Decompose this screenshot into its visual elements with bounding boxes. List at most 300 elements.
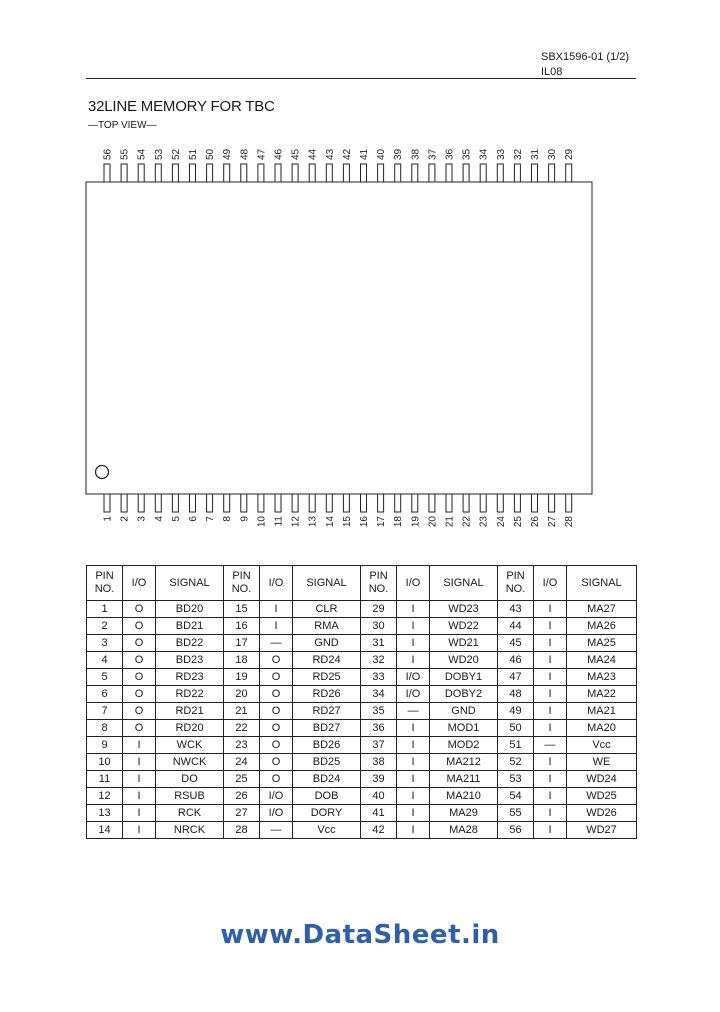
column-header: PIN NO. — [498, 566, 534, 601]
top-pin-label: 56 — [102, 148, 114, 160]
document-id: SBX1596-01 (1/2) — [541, 51, 630, 63]
table-cell: 55 — [498, 805, 534, 822]
bottom-pin-label: 26 — [530, 516, 541, 528]
bottom-pin — [427, 494, 438, 527]
bottom-pin — [103, 494, 114, 522]
table-cell: RD27 — [293, 703, 361, 720]
top-pin — [342, 148, 353, 182]
table-cell: I — [534, 635, 567, 652]
table-cell: 37 — [361, 737, 397, 754]
table-cell: 4 — [87, 652, 123, 669]
table-cell: RMA — [293, 618, 361, 635]
bottom-pin-label: 13 — [307, 516, 319, 528]
bottom-pin — [256, 494, 267, 527]
top-pin — [393, 148, 404, 182]
table-cell: I/O — [397, 686, 430, 703]
table-cell: GND — [293, 635, 361, 652]
table-cell: 24 — [224, 754, 260, 771]
table-cell: WD27 — [567, 822, 637, 839]
bottom-pin — [239, 494, 250, 522]
bottom-pin-label: 23 — [478, 516, 490, 528]
top-pin-label: 50 — [205, 148, 217, 160]
table-cell: 39 — [361, 771, 397, 788]
top-pin-label: 48 — [239, 148, 251, 160]
top-pin — [274, 148, 285, 182]
table-cell: 3 — [87, 635, 123, 652]
table-cell: 53 — [498, 771, 534, 788]
bottom-pin — [479, 494, 490, 527]
table-cell: DOB — [293, 788, 361, 805]
table-cell: 18 — [224, 652, 260, 669]
top-pin — [462, 148, 473, 182]
table-cell: I — [534, 618, 567, 635]
top-pin — [445, 148, 456, 182]
table-cell: — — [260, 635, 293, 652]
table-cell: I/O — [260, 788, 293, 805]
table-cell: WD23 — [430, 601, 498, 618]
bottom-pin-label: 3 — [136, 516, 148, 522]
table-cell: I — [397, 618, 430, 635]
table-row — [87, 686, 637, 703]
column-header: SIGNAL — [430, 566, 498, 601]
table-cell: I — [534, 754, 567, 771]
column-header: I/O — [260, 566, 293, 601]
bottom-pin — [530, 494, 541, 527]
top-pin-label: 49 — [222, 148, 234, 160]
column-header: SIGNAL — [156, 566, 224, 601]
table-cell: BD24 — [293, 771, 361, 788]
table-cell: 23 — [224, 737, 260, 754]
table-row — [87, 737, 637, 754]
table-cell: MA23 — [567, 669, 637, 686]
table-cell: 50 — [498, 720, 534, 737]
table-cell: MA27 — [567, 601, 637, 618]
table-cell: RSUB — [156, 788, 224, 805]
bottom-pin-label: 28 — [564, 516, 576, 528]
table-cell: CLR — [293, 601, 361, 618]
top-pin-label: 33 — [495, 148, 507, 160]
table-cell: 32 — [361, 652, 397, 669]
table-cell: 52 — [498, 754, 534, 771]
table-cell: WCK — [156, 737, 224, 754]
table-cell: O — [123, 601, 156, 618]
top-pin — [154, 148, 165, 182]
table-cell: 56 — [498, 822, 534, 839]
top-pin — [256, 148, 267, 182]
table-cell: I — [123, 822, 156, 839]
top-pin-label: 35 — [461, 148, 473, 160]
table-cell: Vcc — [293, 822, 361, 839]
table-cell: NRCK — [156, 822, 224, 839]
table-cell: WD20 — [430, 652, 498, 669]
table-cell: 14 — [87, 822, 123, 839]
bottom-pin — [410, 494, 421, 527]
table-cell: RD25 — [293, 669, 361, 686]
bottom-pin-label: 11 — [273, 516, 285, 527]
table-cell: 11 — [87, 771, 123, 788]
bottom-pin — [291, 494, 302, 527]
top-pin — [103, 148, 114, 182]
bottom-pin-label: 16 — [359, 516, 370, 528]
top-pin — [222, 148, 233, 182]
bottom-pin-label: 2 — [119, 516, 131, 522]
bottom-pin-label: 14 — [324, 516, 336, 528]
top-pin — [137, 148, 148, 182]
table-cell: I — [534, 703, 567, 720]
table-cell: RD21 — [156, 703, 224, 720]
table-cell: 36 — [361, 720, 397, 737]
table-cell: I — [397, 737, 430, 754]
table-row — [87, 771, 637, 788]
top-pin-label: 43 — [324, 148, 336, 160]
table-cell: O — [123, 703, 156, 720]
view-label: —TOP VIEW— — [88, 120, 157, 131]
table-cell: I — [123, 737, 156, 754]
page-title: 32LINE MEMORY FOR TBC — [88, 98, 275, 115]
table-cell: 8 — [87, 720, 123, 737]
table-cell: I — [534, 822, 567, 839]
table-cell: NWCK — [156, 754, 224, 771]
table-cell: MA20 — [567, 720, 637, 737]
table-cell: I/O — [397, 669, 430, 686]
table-cell: MOD2 — [430, 737, 498, 754]
bottom-pin — [154, 494, 165, 522]
table-cell: MA210 — [430, 788, 498, 805]
table-cell: I — [397, 754, 430, 771]
table-cell: 21 — [224, 703, 260, 720]
table-cell: I — [397, 822, 430, 839]
top-pin-label: 31 — [530, 148, 541, 160]
bottom-pin — [171, 494, 182, 522]
top-pin — [427, 148, 438, 182]
table-cell: 28 — [224, 822, 260, 839]
top-pin — [239, 148, 250, 182]
bottom-pin — [445, 494, 456, 527]
table-cell: I — [123, 771, 156, 788]
table-cell: O — [260, 703, 293, 720]
table-cell: WD26 — [567, 805, 637, 822]
table-cell: DOBY2 — [430, 686, 498, 703]
bottom-pin-label: 21 — [444, 516, 456, 528]
table-cell: MOD1 — [430, 720, 498, 737]
top-pin — [496, 148, 507, 182]
table-cell: RD20 — [156, 720, 224, 737]
table-cell: MA29 — [430, 805, 498, 822]
table-cell: Vcc — [567, 737, 637, 754]
top-pin — [479, 148, 490, 182]
column-header: I/O — [534, 566, 567, 601]
table-cell: MA25 — [567, 635, 637, 652]
table-cell: I — [397, 635, 430, 652]
table-cell: I — [397, 601, 430, 618]
column-header: PIN NO. — [361, 566, 397, 601]
bottom-pin-label: 1 — [102, 516, 114, 522]
table-body — [87, 601, 637, 839]
chip-body — [86, 182, 592, 494]
bottom-pin — [496, 494, 507, 527]
table-cell: 6 — [87, 686, 123, 703]
bottom-pin-label: 6 — [188, 516, 199, 522]
table-cell: I/O — [260, 805, 293, 822]
sheet-id: IL08 — [541, 66, 563, 78]
bottom-pin — [462, 494, 473, 527]
table-cell: DOBY1 — [430, 669, 498, 686]
table-cell: 27 — [224, 805, 260, 822]
table-cell: MA211 — [430, 771, 498, 788]
bottom-pin-label: 18 — [393, 516, 405, 528]
top-pin — [325, 148, 336, 182]
bottom-pin-label: 20 — [427, 516, 439, 528]
table-cell: MA212 — [430, 754, 498, 771]
table-cell: 26 — [224, 788, 260, 805]
bottom-pin-label: 8 — [222, 516, 234, 522]
bottom-pin-label: 22 — [461, 516, 473, 528]
column-header: PIN NO. — [87, 566, 123, 601]
bottom-pin — [342, 494, 353, 527]
top-pin-label: 38 — [410, 148, 422, 160]
bottom-pin — [547, 494, 558, 527]
pin-assignment-table — [86, 565, 637, 839]
bottom-pin — [274, 494, 285, 526]
column-header: SIGNAL — [567, 566, 637, 601]
table-cell: 33 — [361, 669, 397, 686]
bottom-pin — [376, 494, 387, 527]
table-cell: MA22 — [567, 686, 637, 703]
table-cell: 16 — [224, 618, 260, 635]
bottom-pin — [393, 494, 404, 527]
table-cell: O — [123, 635, 156, 652]
table-cell: 38 — [361, 754, 397, 771]
table-cell: 9 — [87, 737, 123, 754]
table-cell: RD26 — [293, 686, 361, 703]
bottom-pin-label: 24 — [495, 516, 507, 528]
table-cell: 5 — [87, 669, 123, 686]
table-cell: 29 — [361, 601, 397, 618]
top-pin — [291, 148, 302, 182]
table-cell: RD24 — [293, 652, 361, 669]
table-cell: 40 — [361, 788, 397, 805]
top-pin-row — [103, 148, 576, 182]
table-cell: BD23 — [156, 652, 224, 669]
table-row — [87, 601, 637, 618]
top-pin-label: 40 — [376, 148, 388, 160]
table-row — [87, 652, 637, 669]
top-pin — [205, 148, 216, 182]
table-cell: BD21 — [156, 618, 224, 635]
bottom-pin — [205, 494, 216, 522]
table-cell: I — [260, 618, 293, 635]
table-cell: 2 — [87, 618, 123, 635]
table-row — [87, 669, 637, 686]
table-header-row — [87, 566, 637, 601]
top-pin-label: 44 — [307, 148, 319, 160]
table-cell: O — [260, 754, 293, 771]
bottom-pin-label: 5 — [170, 516, 182, 522]
bottom-pin-label: 12 — [290, 516, 302, 528]
table-cell: I — [534, 805, 567, 822]
column-header: I/O — [123, 566, 156, 601]
top-pin — [359, 148, 370, 182]
table-cell: O — [260, 669, 293, 686]
bottom-pin-label: 17 — [376, 516, 388, 528]
table-cell: I — [123, 788, 156, 805]
table-cell: 41 — [361, 805, 397, 822]
bottom-pin — [222, 494, 233, 522]
table-cell: I — [534, 788, 567, 805]
table-cell: 45 — [498, 635, 534, 652]
top-pin — [188, 148, 199, 182]
bottom-pin-label: 15 — [341, 516, 353, 528]
table-cell: I — [397, 652, 430, 669]
table-cell: I — [397, 771, 430, 788]
top-pin-label: 42 — [341, 148, 353, 160]
bottom-pin — [325, 494, 336, 527]
table-cell: — — [534, 737, 567, 754]
top-pin — [564, 148, 575, 182]
table-row — [87, 805, 637, 822]
table-cell: RD23 — [156, 669, 224, 686]
table-row — [87, 822, 637, 839]
top-pin-label: 52 — [170, 148, 182, 160]
table-cell: 22 — [224, 720, 260, 737]
table-cell: O — [260, 686, 293, 703]
table-cell: 12 — [87, 788, 123, 805]
bottom-pin-row — [103, 494, 576, 527]
top-pin-label: 30 — [547, 148, 559, 160]
top-pin-label: 39 — [393, 148, 405, 160]
table-cell: WD24 — [567, 771, 637, 788]
top-pin-label: 32 — [512, 148, 524, 160]
table-cell: BD26 — [293, 737, 361, 754]
table-cell: BD27 — [293, 720, 361, 737]
bottom-pin — [513, 494, 524, 527]
bottom-pin-label: 19 — [410, 516, 422, 528]
table-cell: 20 — [224, 686, 260, 703]
table-cell: RCK — [156, 805, 224, 822]
top-pin-label: 29 — [564, 148, 576, 160]
table-cell: O — [123, 669, 156, 686]
table-row — [87, 788, 637, 805]
table-cell: I — [123, 805, 156, 822]
top-pin — [530, 148, 541, 182]
table-row — [87, 720, 637, 737]
watermark: www.DataSheet.in — [220, 920, 500, 950]
table-cell: 49 — [498, 703, 534, 720]
table-cell: 30 — [361, 618, 397, 635]
table-cell: I — [397, 720, 430, 737]
table-cell: 35 — [361, 703, 397, 720]
table-cell: I — [534, 652, 567, 669]
table-cell: — — [260, 822, 293, 839]
top-pin-label: 41 — [359, 148, 370, 160]
table-cell: 47 — [498, 669, 534, 686]
top-pin-label: 53 — [153, 148, 165, 160]
table-cell: 43 — [498, 601, 534, 618]
table-cell: BD22 — [156, 635, 224, 652]
column-header: SIGNAL — [293, 566, 361, 601]
table-cell: O — [260, 652, 293, 669]
table-cell: I — [534, 720, 567, 737]
table-cell: O — [260, 720, 293, 737]
table-cell: O — [123, 720, 156, 737]
table-cell: MA28 — [430, 822, 498, 839]
table-cell: 42 — [361, 822, 397, 839]
top-pin-label: 45 — [290, 148, 302, 160]
table-cell: RD22 — [156, 686, 224, 703]
table-cell: I — [123, 754, 156, 771]
table-cell: 13 — [87, 805, 123, 822]
top-pin — [308, 148, 319, 182]
bottom-pin — [564, 494, 575, 527]
table-cell: I — [397, 788, 430, 805]
table-cell: I — [260, 601, 293, 618]
table-cell: O — [260, 771, 293, 788]
top-pin — [120, 148, 131, 182]
bottom-pin-label: 27 — [547, 516, 559, 528]
table-cell: 1 — [87, 601, 123, 618]
table-row — [87, 618, 637, 635]
bottom-pin — [120, 494, 131, 522]
table-cell: WE — [567, 754, 637, 771]
bottom-pin-label: 7 — [205, 516, 217, 522]
bottom-pin-label: 10 — [256, 516, 268, 528]
table-cell: I — [534, 601, 567, 618]
table-cell: — — [397, 703, 430, 720]
table-cell: 54 — [498, 788, 534, 805]
top-pin-label: 36 — [444, 148, 456, 160]
top-pin-label: 47 — [256, 148, 268, 160]
table-cell: 15 — [224, 601, 260, 618]
bottom-pin-label: 25 — [512, 516, 524, 528]
top-pin-label: 34 — [478, 148, 490, 160]
table-cell: I — [534, 669, 567, 686]
table-cell: 19 — [224, 669, 260, 686]
table-cell: DO — [156, 771, 224, 788]
top-pin — [410, 148, 421, 182]
table-cell: MA26 — [567, 618, 637, 635]
table-cell: MA21 — [567, 703, 637, 720]
top-pin — [376, 148, 387, 182]
table-cell: I — [397, 805, 430, 822]
table-cell: GND — [430, 703, 498, 720]
table-cell: 34 — [361, 686, 397, 703]
top-pin-label: 46 — [273, 148, 285, 160]
table-cell: O — [260, 737, 293, 754]
top-pin — [513, 148, 524, 182]
table-cell: 48 — [498, 686, 534, 703]
table-cell: O — [123, 686, 156, 703]
table-cell: 31 — [361, 635, 397, 652]
table-cell: O — [123, 652, 156, 669]
top-pin — [547, 148, 558, 182]
table-cell: BD25 — [293, 754, 361, 771]
table-cell: WD21 — [430, 635, 498, 652]
top-pin — [171, 148, 182, 182]
bottom-pin-label: 9 — [239, 516, 251, 522]
table-cell: BD20 — [156, 601, 224, 618]
table-row — [87, 635, 637, 652]
table-row — [87, 703, 637, 720]
table-cell: 44 — [498, 618, 534, 635]
table-cell: I — [534, 686, 567, 703]
table-cell: O — [123, 618, 156, 635]
table-cell: 7 — [87, 703, 123, 720]
table-row — [87, 754, 637, 771]
table-cell: 10 — [87, 754, 123, 771]
table-cell: WD22 — [430, 618, 498, 635]
top-pin-label: 55 — [119, 148, 131, 160]
bottom-pin — [359, 494, 370, 527]
